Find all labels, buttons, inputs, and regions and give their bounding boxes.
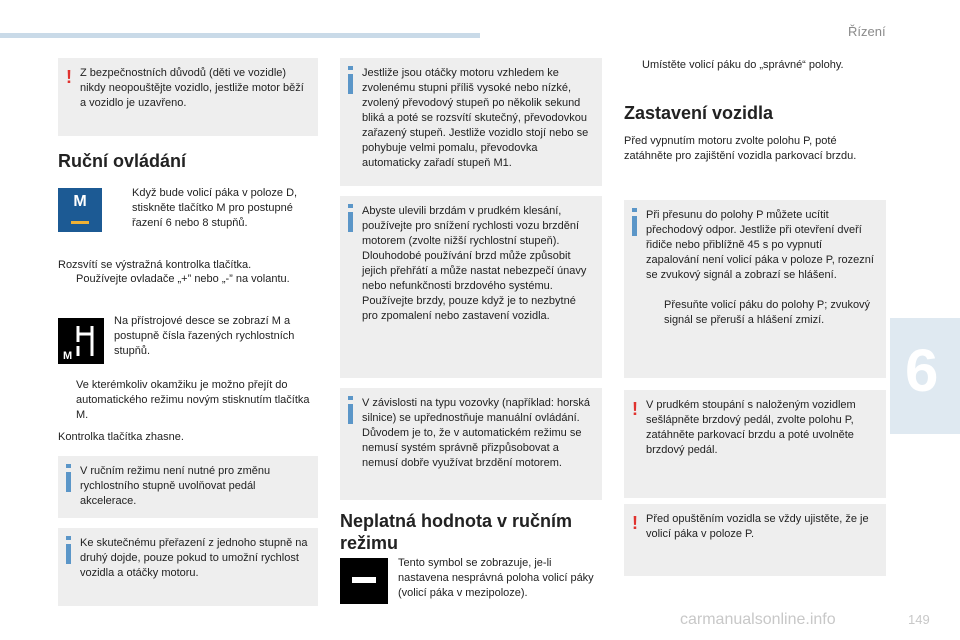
header-bar (0, 33, 480, 38)
info-box-accelerator: V ručním režimu není nutné pro změnu rychlostního stupně uvolňovat pedál akcelerace. (58, 456, 318, 518)
info-icon (348, 66, 353, 70)
text-warning-light: Rozsvítí se výstražná kontrolka tlačítka. (58, 259, 252, 271)
text-invalid-symbol: Tento symbol se zobrazuje, je-li nastavena nesprávná poloha volicí páky (volicí páka v mezipoloze). (398, 557, 594, 599)
info-box-park-position: Při přesunu do polohy P můžete ucítit přechodový odpor. Jestliže při otevření dveří řidiče nebo přiblížně 45 s po vypnutí zapalování není volicí páka v poloze P, rozezní se zvukový signál a zobrazí se hlášení. Přesuňte volicí páku do polohy P; zvukový signál se přeruší a hlášení zmizí. (624, 200, 886, 378)
warning-icon: ! (632, 399, 638, 419)
text-stopping: Před vypnutím motoru zvolte polohu P, poté zatáhněte pro zajištění vozidla parkovací brzdu. (624, 135, 857, 162)
heading-manual-mode: Ruční ovládání (58, 151, 187, 171)
warning-icon: ! (66, 67, 72, 87)
info-icon (66, 464, 71, 468)
warning-icon: ! (632, 513, 638, 533)
heading-stopping: Zastavení vozidla (624, 103, 774, 123)
gear-display-icon (58, 318, 104, 364)
chapter-number: 6 (905, 337, 939, 404)
text-dashboard-m: Na přístrojové desce se zobrazí M a postupně čísla řazených rychlostních stupňů. (114, 315, 295, 357)
info-icon (632, 208, 637, 212)
heading-invalid-value: Neplatná hodnota v ručním režimu (340, 511, 573, 553)
footer-watermark: carmanualsonline.info (680, 611, 836, 628)
m-button-icon: M (58, 188, 102, 232)
info-box-engine-speed: Jestliže jsou otáčky motoru vzhledem ke zvolenému stupni příliš vysoké nebo nízké, zvolený převodový stupeň po několik sekund bliká a poté se rozsvítí skutečný, převodovkou zařazený stupeň. Jestliže vozidlo stojí nebo se pohybuje velmi pomalu, převodovka automaticky zařadí stupeň M1. (340, 58, 602, 186)
warning-box-safety (58, 58, 318, 136)
info-box-engine-braking: Abyste ulevili brzdám v prudkém klesání, používejte pro snížení rychlosti vozu brzdění motorem (zvolte nižší rychlostní stupeň). Dlouhodobé používání brzd může způsobit jejich přehřátí a může nastat nebezpečí únavy nebo nefunkčnosti brzdového systému. Používejte brzdy, pouze když je to nezbytné pro zpomalení nebo zastavení vozidla. (340, 196, 602, 378)
svg-text:M: M (63, 350, 73, 362)
info-icon (348, 396, 353, 400)
info-box-shift-conditions: Ke skutečnému přeřazení z jednoho stupně na druhý dojde, pouze pokud to umožní rychlost vozidla a otáčky motoru. (58, 528, 318, 606)
warning-box-incline: ! V prudkém stoupání s naloženým vozidlem sešlápněte brzdový pedál, zvolte polohu P, zatáhněte parkovací brzdu a poté uvolněte brzdový pedál. (624, 390, 886, 498)
text-light-off: Kontrolka tlačítka zhasne. (58, 431, 184, 443)
warning-box-leave-vehicle: ! Před opuštěním vozidla se vždy ujistěte, že je volicí páka v poloze P. (624, 504, 886, 576)
section-title: Řízení (848, 24, 886, 39)
page-number: 149 (908, 612, 930, 627)
info-box-road-type: V závislosti na typu vozovky (například: horská silnice) se upřednostňuje manuální ovládání. Důvodem je to, že v automatickém režimu se nemusí systém správně přizpůsobovat a nemusí dobře využívat brzdění motorem. (340, 388, 602, 500)
info-icon (348, 204, 353, 208)
invalid-position-icon (340, 558, 388, 604)
m1-display-icon (58, 318, 104, 364)
info-icon (66, 536, 71, 540)
warning-text: Z bezpečnostních důvodů (děti ve vozidle) nikdy neopouštějte vozidlo, jestliže motor běží a vozidlo je uzavřeno. (80, 67, 304, 109)
